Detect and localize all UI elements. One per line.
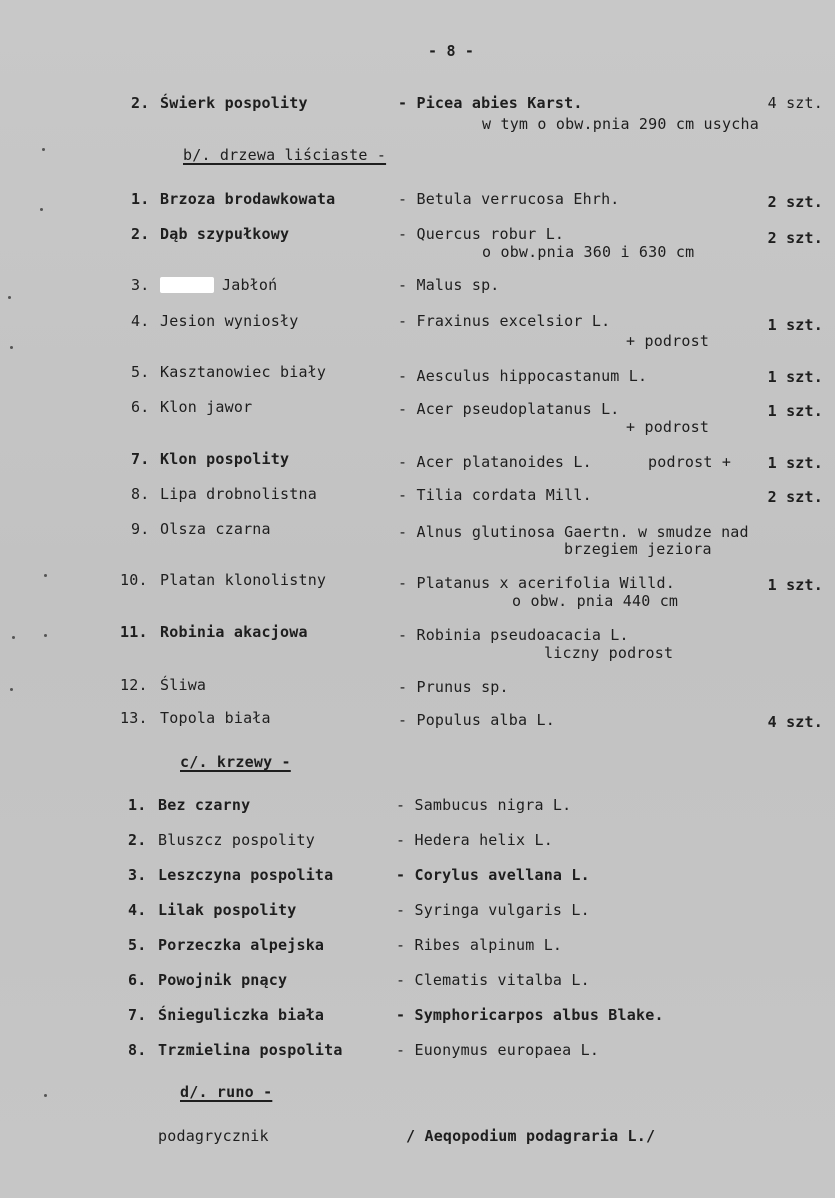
tree-12-number: 12. (120, 676, 148, 694)
tree-1-latin-name: - Betula verrucosa Ehrh. (398, 190, 620, 208)
tree-3-number: 3. (131, 276, 150, 294)
tree-13-polish-name: Topola biała (160, 709, 271, 727)
tree-2-quantity: 2 szt. (767, 229, 823, 247)
tree-10-number: 10. (120, 571, 148, 589)
tree-7-latin-name: - Acer platanoides L. (398, 453, 592, 471)
shrub-4-latin-name: - Syringa vulgaris L. (396, 901, 590, 919)
tree-6-quantity: 1 szt. (767, 402, 823, 420)
tree-3-latin-name: - Malus sp. (398, 276, 500, 294)
shrub-2-polish-name: Bluszcz pospolity (158, 831, 315, 849)
shrub-6-polish-name: Powojnik pnący (158, 971, 288, 989)
tree-2-latin-name: - Quercus robur L. (398, 225, 565, 243)
tree-12-latin-name: - Prunus sp. (398, 678, 509, 696)
tree-11-note: liczny podrost (544, 644, 674, 662)
tree-9-polish-name: Olsza czarna (160, 520, 271, 538)
page-number: - 8 - (428, 42, 475, 60)
tree-13-number: 13. (120, 709, 148, 727)
scan-speck (42, 148, 45, 151)
shrub-1-polish-name: Bez czarny (158, 796, 251, 814)
shrub-5-polish-name: Porzeczka alpejska (158, 936, 325, 954)
tree-8-number: 8. (131, 485, 150, 503)
tree-9-latin-name: - Alnus glutinosa Gaertn. w smudze nad (398, 523, 749, 541)
scan-speck (40, 208, 43, 211)
tree-8-latin-name: - Tilia cordata Mill. (398, 486, 592, 504)
tree-2-polish-name: Dąb szypułkowy (160, 225, 290, 243)
conifer-2-latin-name: - Picea abies Karst. (398, 94, 583, 112)
tree-5-number: 5. (131, 363, 150, 381)
tree-11-polish-name: Robinia akacjowa (160, 623, 308, 641)
tree-8-quantity: 2 szt. (767, 488, 823, 506)
section-heading-shrubs: c/. krzewy - (180, 753, 291, 771)
shrub-6-number: 6. (128, 971, 147, 989)
tree-2-note: o obw.pnia 360 i 630 cm (482, 243, 695, 261)
shrub-4-number: 4. (128, 901, 147, 919)
shrub-2-latin-name: - Hedera helix L. (396, 831, 553, 849)
tree-6-latin-name: - Acer pseudoplatanus L. (398, 400, 620, 418)
conifer-2-number: 2. (131, 94, 150, 112)
tree-4-note: + podrost (626, 332, 710, 350)
shrub-2-number: 2. (128, 831, 147, 849)
shrub-7-number: 7. (128, 1006, 147, 1024)
tree-12-polish-name: Śliwa (160, 676, 207, 694)
shrub-8-number: 8. (128, 1041, 147, 1059)
shrub-5-latin-name: - Ribes alpinum L. (396, 936, 563, 954)
shrub-7-latin-name: - Symphoricarpos albus Blake. (396, 1006, 664, 1024)
tree-6-note: + podrost (626, 418, 710, 436)
tree-1-polish-name: Brzoza brodawkowata (160, 190, 336, 208)
shrub-5-number: 5. (128, 936, 147, 954)
conifer-2-polish-name: Świerk pospolity (160, 94, 308, 112)
tree-7-quantity: 1 szt. (767, 454, 823, 472)
scan-speck (44, 634, 47, 637)
tree-10-latin-name: - Platanus x acerifolia Willd. (398, 574, 675, 592)
tree-13-quantity: 4 szt. (767, 713, 823, 731)
shrub-3-latin-name: - Corylus avellana L. (396, 866, 590, 884)
tree-10-quantity: 1 szt. (767, 576, 823, 594)
shrub-1-number: 1. (128, 796, 147, 814)
shrub-3-polish-name: Leszczyna pospolita (158, 866, 334, 884)
tree-6-polish-name: Klon jawor (160, 398, 253, 416)
shrub-3-number: 3. (128, 866, 147, 884)
shrub-8-polish-name: Trzmielina pospolita (158, 1041, 343, 1059)
tree-3-polish-name: Jabłoń (222, 276, 278, 294)
shrub-8-latin-name: - Euonymus europaea L. (396, 1041, 600, 1059)
redaction-box (160, 277, 214, 293)
section-heading-deciduous: b/. drzewa liściaste - (183, 146, 387, 164)
conifer-2-quantity: 4 szt. (767, 94, 823, 112)
tree-6-number: 6. (131, 398, 150, 416)
scan-speck (10, 688, 13, 691)
shrub-4-polish-name: Lilak pospolity (158, 901, 297, 919)
scan-speck (44, 1094, 47, 1097)
shrub-7-polish-name: Śnieguliczka biała (158, 1006, 325, 1024)
tree-4-polish-name: Jesion wyniosły (160, 312, 299, 330)
tree-5-latin-name: - Aesculus hippocastanum L. (398, 367, 648, 385)
ground-cover-polish-name: podagrycznik (158, 1127, 269, 1145)
tree-4-number: 4. (131, 312, 150, 330)
tree-11-number: 11. (120, 623, 148, 641)
tree-7-extra: podrost + (648, 453, 732, 471)
scan-speck (44, 574, 47, 577)
tree-9-number: 9. (131, 520, 150, 538)
tree-2-number: 2. (131, 225, 150, 243)
tree-7-number: 7. (131, 450, 150, 468)
scan-speck (12, 636, 15, 639)
ground-cover-latin-name: / Aeqopodium podagraria L./ (406, 1127, 656, 1145)
tree-10-note: o obw. pnia 440 cm (512, 592, 679, 610)
tree-4-quantity: 1 szt. (767, 316, 823, 334)
conifer-2-note: w tym o obw.pnia 290 cm usycha (482, 115, 759, 133)
scan-speck (10, 346, 13, 349)
tree-11-latin-name: - Robinia pseudoacacia L. (398, 626, 629, 644)
shrub-6-latin-name: - Clematis vitalba L. (396, 971, 590, 989)
section-heading-ground-cover: d/. runo - (180, 1083, 273, 1101)
tree-9-note: brzegiem jeziora (564, 540, 712, 558)
shrub-1-latin-name: - Sambucus nigra L. (396, 796, 572, 814)
tree-4-latin-name: - Fraxinus excelsior L. (398, 312, 611, 330)
tree-1-number: 1. (131, 190, 150, 208)
scan-speck (8, 296, 11, 299)
tree-5-polish-name: Kasztanowiec biały (160, 363, 327, 381)
tree-5-quantity: 1 szt. (767, 368, 823, 386)
tree-8-polish-name: Lipa drobnolistna (160, 485, 317, 503)
tree-7-polish-name: Klon pospolity (160, 450, 290, 468)
tree-13-latin-name: - Populus alba L. (398, 711, 555, 729)
tree-1-quantity: 2 szt. (767, 193, 823, 211)
tree-10-polish-name: Platan klonolistny (160, 571, 327, 589)
